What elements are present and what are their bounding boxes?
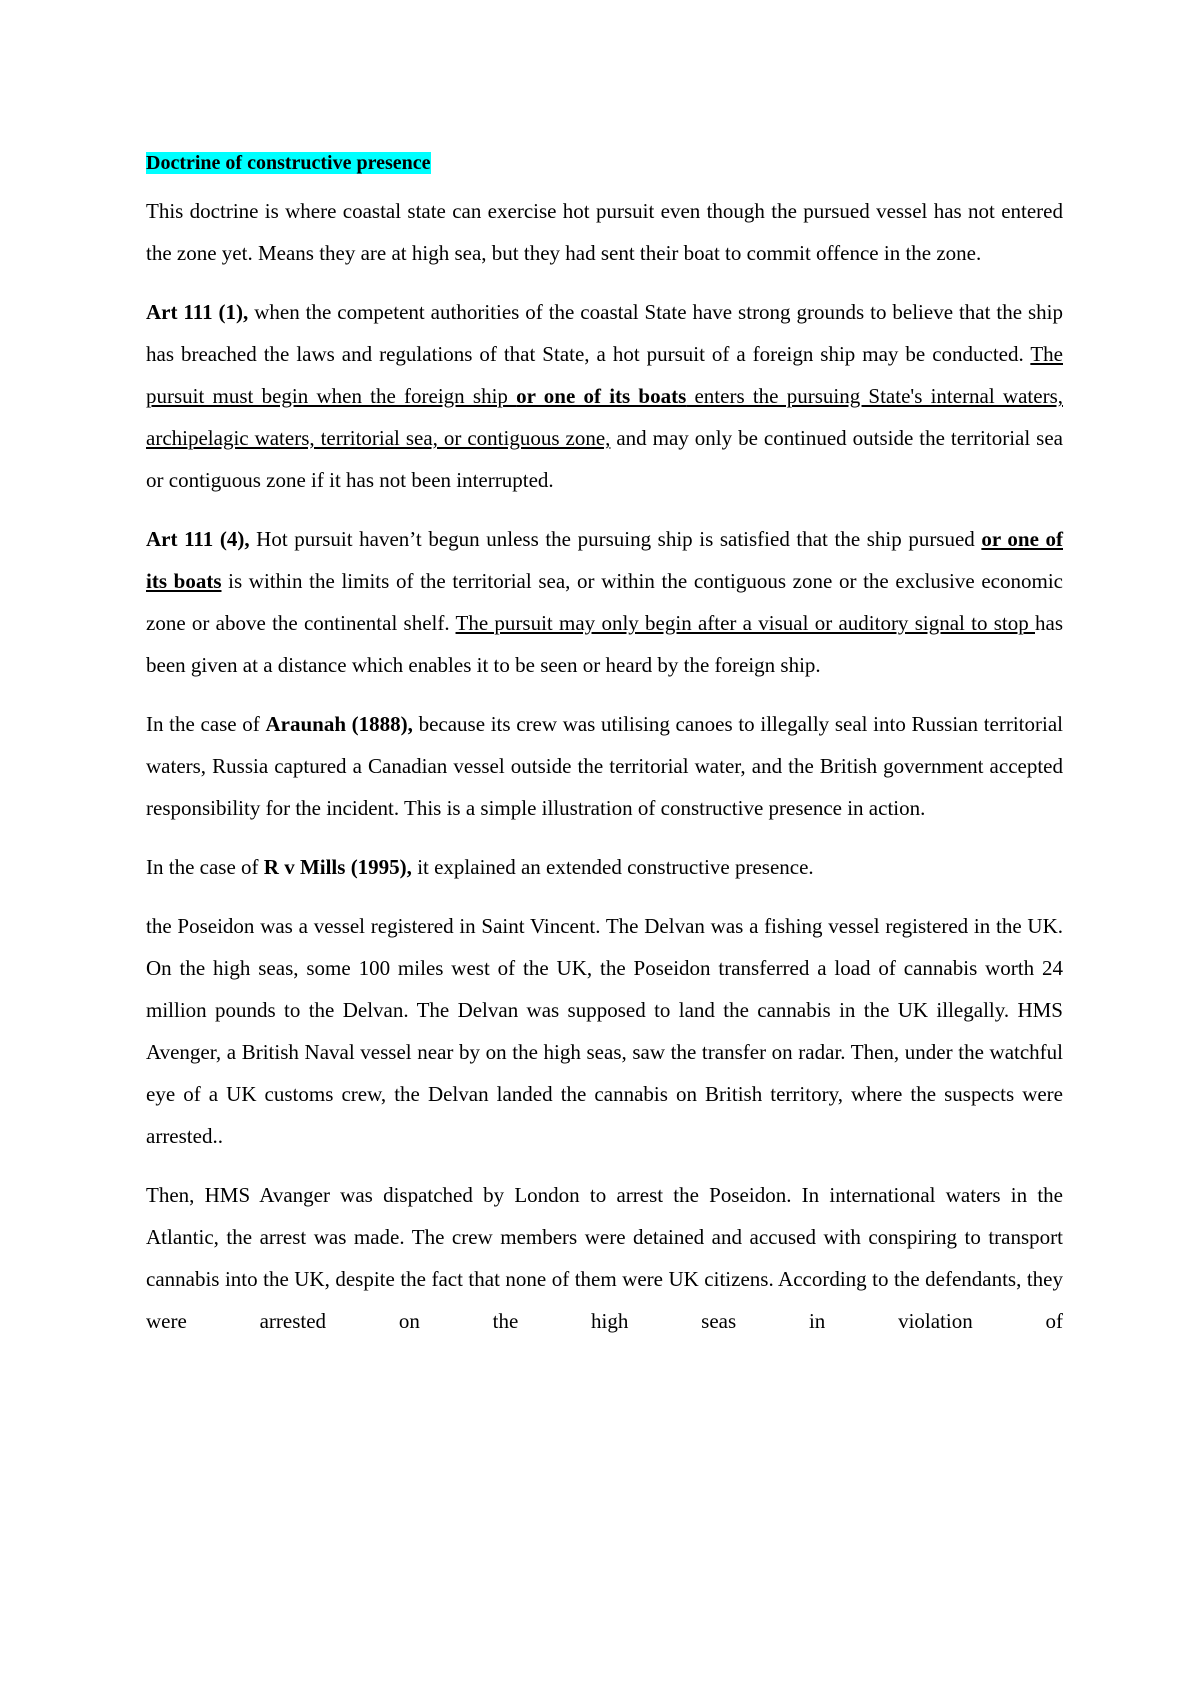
underlined-bold-text: or one of its boats — [146, 527, 1063, 593]
paragraph-text: is within the limits of the territorial sea, or within the contiguous zone or the exclusive economic zone or above the continental shelf. — [146, 569, 1063, 635]
case-name: R v Mills (1995), — [263, 855, 412, 879]
case-name: Araunah (1888), — [265, 712, 413, 736]
paragraph-text: when the competent authorities of the coastal State have strong grounds to believe that the ship has breached the laws and regulations of that State, a hot pursuit of a foreign ship may be conducted. — [146, 300, 1063, 366]
paragraph-poseidon-facts: the Poseidon was a vessel registered in Saint Vincent. The Delvan was a fishing vessel registered in the UK. On the high seas, some 100 miles west of the UK, the Poseidon transferred a load of cannabis worth 24 million pounds to the Delvan. The Delvan was supposed to land the cannabis in the UK illegally. HMS Avenger, a British Naval vessel near by on the high seas, saw the transfer on radar. Then, under the watchful eye of a UK customs crew, the Delvan landed the cannabis on British territory, where the suspects were arrested.. — [146, 914, 1063, 1148]
paragraph-text: it explained an extended constructive presence. — [411, 855, 814, 879]
paragraph-text: In the case of — [146, 855, 264, 879]
paragraph-text: because its crew was utilising canoes to illegally seal into Russian territorial waters, Russia captured a Canadian vessel outside the territorial water, and the British government accepted responsibility for the incident. This is a simple illustration of constructive presence in action. — [146, 712, 1063, 820]
article-reference: Art 111 (4), — [146, 527, 250, 551]
document-body — [146, 142, 1063, 1359]
paragraph-art-111-1 — [146, 291, 1063, 501]
paragraph-text: has been given at a distance which enables it to be seen or heard by the foreign ship. — [146, 611, 1063, 677]
article-reference: Art 111 (1), — [146, 300, 249, 324]
underlined-text: The pursuit may only begin after a visual or auditory signal to stop — [455, 611, 1035, 635]
paragraph-r-v-mills-case — [146, 846, 1063, 888]
paragraph-text: and may only be continued outside the territorial sea or contiguous zone if it has not been interrupted. — [146, 426, 1063, 492]
page-title — [146, 142, 1063, 184]
underlined-bold-text: or one of its boats — [516, 384, 687, 408]
paragraph-araunah-case — [146, 703, 1063, 829]
paragraph-text: Hot pursuit haven’t begun unless the pursuing ship is satisfied that the ship pursued — [249, 527, 982, 551]
paragraph-art-111-4 — [146, 518, 1063, 686]
underlined-text: enters the pursuing State's internal waters, archipelagic waters, territorial sea, or contiguous zone, — [146, 384, 1063, 450]
paragraph-text: In the case of — [146, 712, 266, 736]
underlined-text: The pursuit must begin when the foreign ship — [146, 342, 1063, 408]
highlighted-heading: Doctrine of constructive presence — [146, 152, 431, 174]
paragraph-avenger-arrest: Then, HMS Avanger was dispatched by London to arrest the Poseidon. In international waters in the Atlantic, the arrest was made. The crew members were detained and accused with conspiring to transport cannabis into the UK, despite the fact that none of them were UK citizens. According to the defendants, they were arrested on the high seas in violation of — [146, 1183, 1063, 1333]
paragraph-doctrine-definition: This doctrine is where coastal state can exercise hot pursuit even though the pursued vessel has not entered the zone yet. Means they are at high sea, but they had sent their boat to commit offence in the zone. — [146, 199, 1063, 265]
